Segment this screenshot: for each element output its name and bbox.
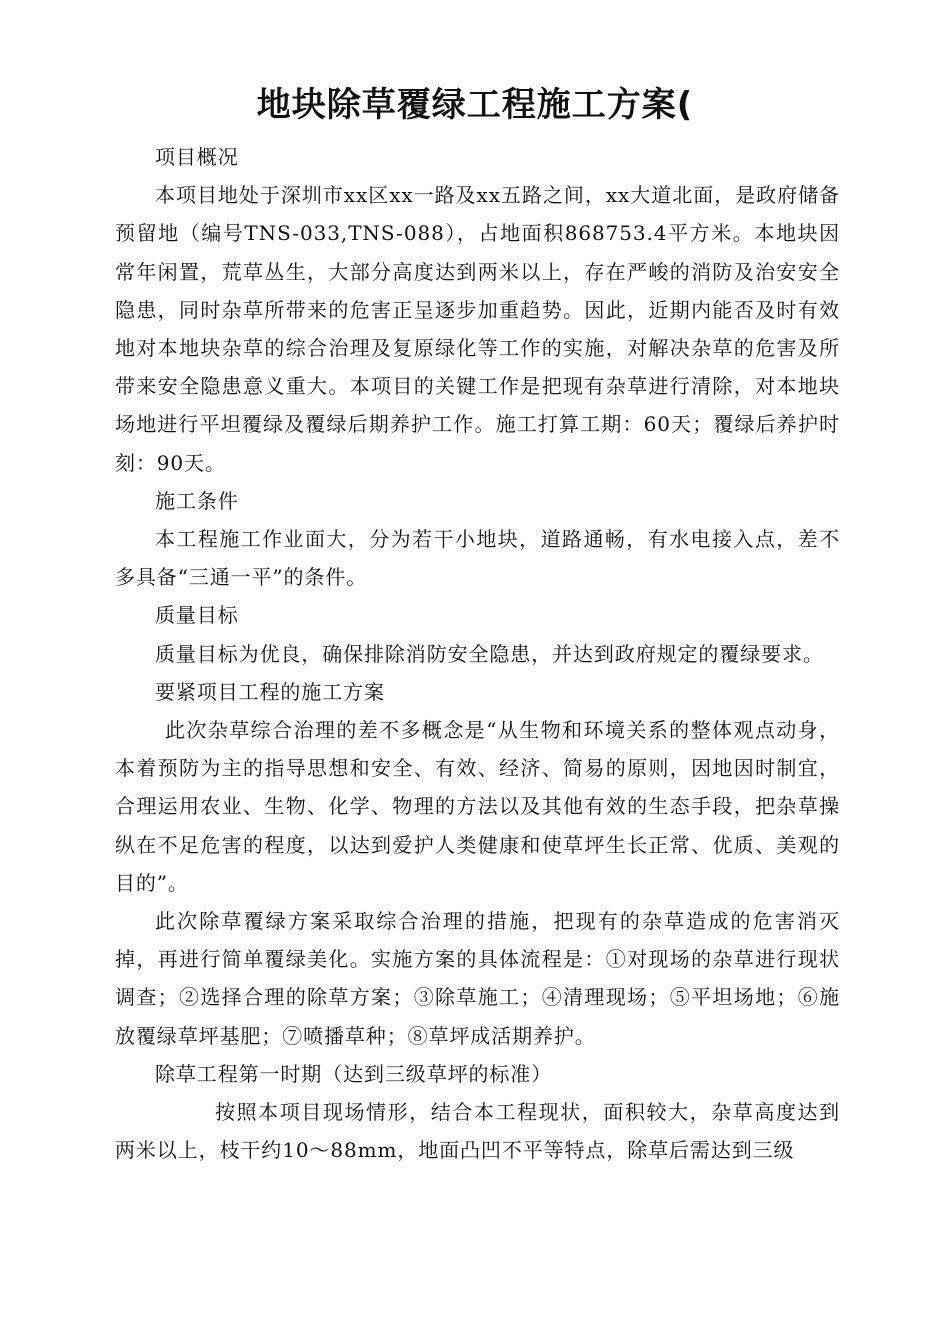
- document-body: [115, 138, 840, 1169]
- section-heading-overview: 项目概况: [155, 145, 239, 169]
- section-heading-conditions: 施工条件: [155, 488, 239, 513]
- paragraph-concept: 此次杂草综合治理的差不多概念是“从生物和环境关系的整体观点动身，本着预防为主的指导思想和安全、有效、经济、简易的原则，因地因时制宜，合理运用农业、生物、化学、物理的方法以及其他有效的生态手段，把杂草操纵在不足危害的程度，以达到爱护人类健康和使草坪生长正常、优质、美观的目的”。: [115, 718, 840, 895]
- paragraph-quality: 质量目标为优良，确保排除消防安全隐患，并达到政府规定的覆绿要求。: [155, 641, 824, 666]
- section-heading-phase-one: 除草工程第一时期（达到三级草坪的标准）: [155, 1061, 553, 1086]
- section-heading-main-plan: 要紧项目工程的施工方案: [155, 679, 385, 704]
- paragraph-conditions: 本工程施工作业面大，分为若干小地块，道路通畅，有水电接入点，差不多具备“三通一平”的条件。: [115, 527, 840, 590]
- paragraph-process: 此次除草覆绿方案采取综合治理的措施，把现有的杂草造成的危害消灭掉，再进行简单覆绿美化。实施方案的具体流程是：①对现场的杂草进行现状调查；②选择合理的除草方案；③除草施工；④清理现场；⑤平坦场地；⑥施放覆绿草坪基肥；⑦喷播草种；⑧草坪成活期养护。: [115, 909, 840, 1048]
- paragraph-phase-one: 按照本项目现场情形，结合本工程现状，面积较大，杂草高度达到两米以上，枝干约10～88mm，地面凸凹不平等特点，除草后需达到三级: [115, 1100, 840, 1163]
- document-title: 地块除草覆绿工程施工方案(: [256, 85, 694, 125]
- paragraph-overview: 本项目地处于深圳市xx区xx一路及xx五路之间，xx大道北面，是政府储备预留地（编号TNS-033,TNS-088），占地面积868753.4平方米。本地块因常年闲置，荒草丛生，大部分高度达到两米以上，存在严峻的消防及治安安全隐患，同时杂草所带来的危害正呈逐步加重趋势。因此，近期内能否及时有效地对本地块杂草的综合治理及复原绿化等工作的实施，对解决杂草的危害及所带来安全隐患意义重大。本项目的关键工作是把现有杂草进行清除，对本地块场地进行平坦覆绿及覆绿后期养护工作。施工打算工期：60天；覆绿后养护时刻：90天。: [115, 183, 840, 475]
- section-heading-quality: 质量目标: [155, 603, 239, 628]
